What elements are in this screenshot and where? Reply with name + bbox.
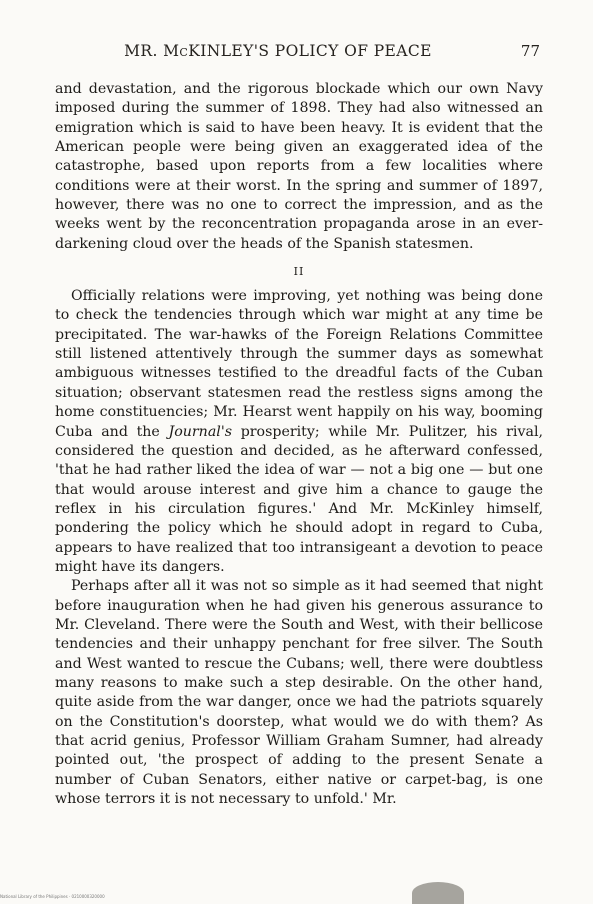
section-number: II bbox=[293, 265, 305, 279]
scanner-thumb-shadow bbox=[412, 882, 464, 904]
body-text bbox=[55, 80, 543, 809]
journal-italic: Journal's bbox=[168, 423, 232, 440]
paragraph-officially bbox=[55, 287, 543, 577]
page-number: 77 bbox=[520, 42, 540, 60]
paragraph-officially-start: Officially relations were improving, yet nothing was being done to check the tendencies through which war might at any time be precipitated. The war-hawks of the Foreign Relations Committee still listened attentively through the summer days as somewhat ambiguous witnesses testified to the dreadful facts of the Cuban situation; observant statesmen read the restless signs among the home constituencies; Mr. Hearst went happily on his way, booming Cuba and the bbox=[55, 288, 543, 440]
page-header bbox=[56, 42, 540, 68]
paragraph-continuation: and devastation, and the rigorous blockade which our own Navy imposed during the summer of 1898. They had also witnessed an emigration which is said to have been heavy. It is evident that the American people were being given an exaggerated idea of the catastrophe, based upon reports from a few localities where conditions were at their worst. In the spring and summer of 1897, however, there was no one to correct the impression, and as the weeks went by the reconcentration propaganda arose in an ever-darkening cloud over the heads of the Spanish statesmen. bbox=[55, 81, 543, 252]
running-title: MR. McKINLEY'S POLICY OF PEACE bbox=[124, 42, 432, 60]
paragraph-officially-end: prosperity; while Mr. Pulitzer, his rival, considered the question and decided, as he afterward confessed, 'that he had rather liked the idea of war — not a big one — but one that would arouse interest and give him a chance to gauge the reflex in his circulation figures.' And Mr. McKinley himself, pondering the policy which he should adopt in regard to Cuba, appears to have realized that too intransigeant a devotion to peace might have its dangers. bbox=[55, 423, 543, 575]
paragraph-perhaps: Perhaps after all it was not so simple as it had seemed that night before inauguration when he had given his generous assurance to Mr. Cleveland. There were the South and West, with their bellicose tendencies and their unhappy penchant for free silver. The South and West wanted to rescue the Cubans; well, there were doubtless many reasons to make such a step desirable. On the other hand, quite aside from the war danger, once we had the patriots squarely on the Constitution's doorstep, what would we do with them? As that acrid genius, Professor William Graham Sumner, had already pointed out, 'the prospect of adding to the present Senate a number of Cuban Senators, either native or carpet-bag, is one whose terrors it is not necessary to unfold.' Mr. bbox=[55, 578, 543, 808]
scan-footer: National Library of the Philippines · 0210000320000 bbox=[0, 894, 105, 899]
